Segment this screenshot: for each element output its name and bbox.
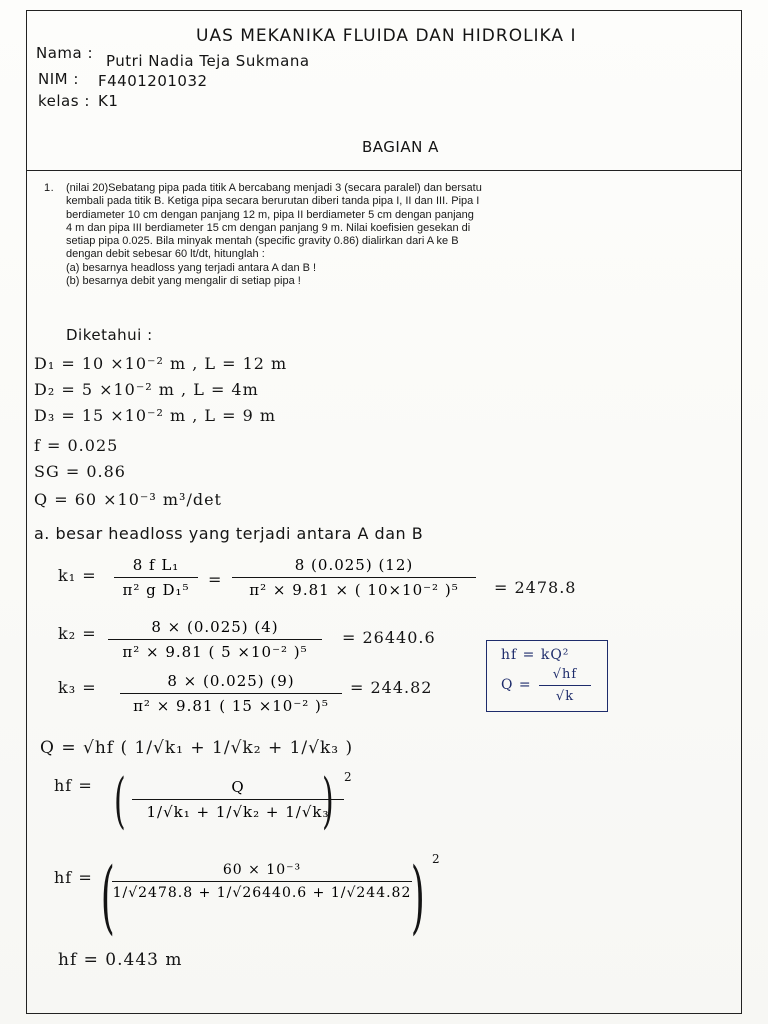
box-formula-q-fraction [539,667,591,704]
hf-denominator: 1/√k₁ + 1/√k₂ + 1/√k₃ [146,803,330,821]
class-label: kelas : [38,92,90,110]
question-line: (a) besarnya headloss yang terjadi antara A dan B ! [66,261,317,274]
given-line-d2: D₂ = 5 ×10⁻² m , L = 4m [34,380,259,399]
k3-numerator: 8 × (0.025) (9) [167,672,295,690]
k3-denominator: π² × 9.81 ( 15 ×10⁻² )⁵ [133,697,329,715]
class-value: K1 [98,92,119,110]
hf-numeric-denominator: 1/√2478.8 + 1/√26440.6 + 1/√244.82 [112,885,412,901]
box-q-numerator: √hf [552,667,578,682]
k1-label: k₁ = [58,566,97,585]
hf-exponent: 2 [344,770,353,784]
question-text [66,182,686,288]
hf-numeric-fraction [112,862,412,901]
question-line: dengan debit sebesar 60 lt/dt, hitunglah : [66,248,265,261]
hf-numeric-numerator: 60 × 10⁻³ [222,862,302,878]
question-line: berdiameter 10 cm dengan panjang 12 m, pipa II berdiameter 5 cm dengan panjang [66,208,474,221]
fraction-bar [112,881,412,882]
fraction-bar [120,693,342,694]
name-value: Putri Nadia Teja Sukmana [106,52,310,70]
given-line-sg: SG = 0.86 [34,462,126,481]
hf-numerator: Q [231,778,245,796]
k3-label: k₃ = [58,678,97,697]
k1-denominator: π² g D₁⁵ [122,581,190,599]
k2-numerator: 8 × (0.025) (4) [151,618,279,636]
part-a-heading: a. besar headloss yang terjadi antara A dan B [34,524,424,543]
question-line: (nilai 20)Sebatang pipa pada titik A bercabang menjadi 3 (secara paralel) dan bersatu [66,182,482,194]
box-q-denominator: √k [555,689,575,704]
k3-result: = 244.82 [350,678,433,697]
k1-sub-denominator: π² × 9.81 × ( 10×10⁻² )⁵ [249,581,459,599]
exam-title: UAS MEKANIKA FLUIDA DAN HIDROLIKA I [196,26,577,46]
k1-sub-numerator: 8 (0.025) (12) [294,556,414,574]
fraction-bar [132,799,344,800]
right-paren: ) [410,850,425,943]
given-line-q: Q = 60 ×10⁻³ m³/det [34,490,222,509]
header-divider [26,170,742,171]
section-title: BAGIAN A [362,138,439,156]
fraction-bar [108,639,322,640]
given-line-f: f = 0.025 [34,436,119,455]
k3-fraction [120,672,342,715]
nim-value: F4401201032 [98,72,208,90]
left-paren: ( [113,766,126,836]
left-paren: ( [100,850,115,943]
question-number: 1. [44,182,55,194]
fraction-bar [232,577,476,578]
box-formula-q-lhs: Q = [501,677,532,693]
question-line: setiap pipa 0.025. Bila minyak mentah (specific gravity 0.86) dialirkan dari A ke B [66,235,459,248]
k1-numerator: 8 f L₁ [132,556,180,574]
fraction-bar [539,685,591,686]
question-line: (b) besarnya debit yang mengalir di setiap pipa ! [66,275,301,288]
box-formula-hf: hf = kQ² [501,647,570,663]
k1-result: = 2478.8 [494,578,577,597]
hf-label: hf = [54,776,93,795]
formula-box [486,640,608,712]
q-parallel-formula: Q = √hf ( 1/√k₁ + 1/√k₂ + 1/√k₃ ) [40,738,354,758]
k2-fraction [108,618,322,661]
k1-equals: = [208,570,223,589]
hf-numeric-label: hf = [54,868,93,887]
given-heading: Diketahui : [66,326,153,344]
given-line-d3: D₃ = 15 ×10⁻² m , L = 9 m [34,406,277,425]
nim-label: NIM : [38,70,79,88]
fraction-bar [114,577,198,578]
question-line: 4 m dan pipa III berdiameter 15 cm dengan panjang 9 m. Nilai koefisien gesekan di [66,221,471,234]
k2-result: = 26440.6 [342,628,436,647]
right-paren: ) [321,766,334,836]
hf-final-result: hf = 0.443 m [58,950,183,970]
question-line: kembali pada titik B. Ketiga pipa secara berurutan diberi tanda pipa I, II dan III. Pipa I [66,195,480,208]
k1-formula-fraction [114,556,198,599]
hf-numeric-exponent: 2 [432,852,441,866]
k1-substituted-fraction [232,556,476,599]
k2-label: k₂ = [58,624,97,643]
given-line-d1: D₁ = 10 ×10⁻² m , L = 12 m [34,354,288,373]
k2-denominator: π² × 9.81 ( 5 ×10⁻² )⁵ [122,643,308,661]
name-label: Nama : [36,44,94,62]
hf-fraction [132,778,344,821]
